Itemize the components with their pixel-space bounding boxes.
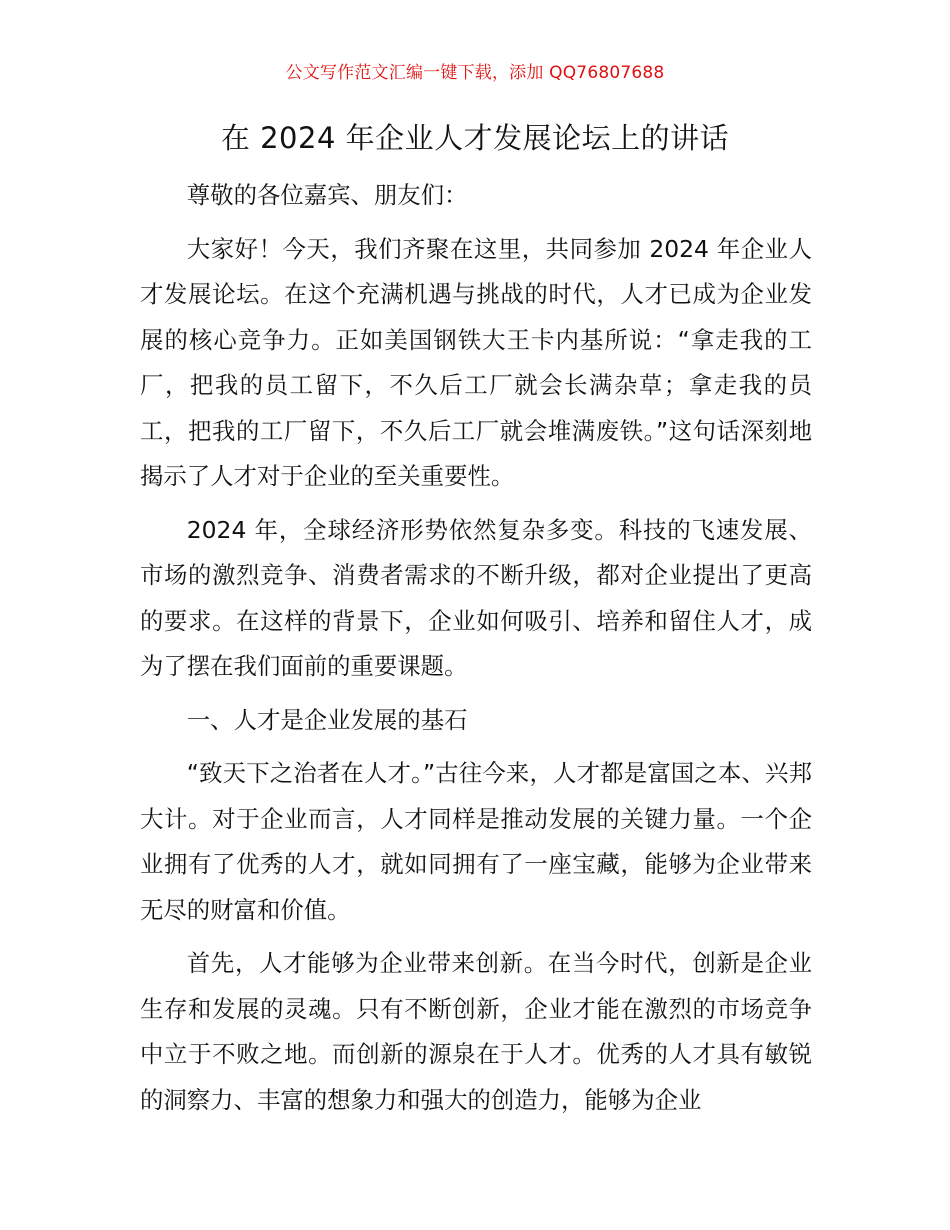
paragraph-opening: 大家好！今天，我们齐聚在这里，共同参加 2024 年企业人才发展论坛。在这个充满机遇与挑战的时代，人才已成为企业发展的核心竞争力。正如美国钢铁大王卡内基所说：“拿走我的工厂，把我的员工留下，不久后工厂就会长满杂草；拿走我的员工，把我的工厂留下，不久后工厂就会堆满废铁。”这句话深刻地揭示了人才对于企业的至关重要性。 [140,234,812,490]
document-title: 在 2024 年企业人才发展论坛上的讲话 [220,121,730,155]
section-heading-1: 一、人才是企业发展的基石 [186,705,468,734]
document-body [140,173,812,1131]
paragraph-innovation: 首先，人才能够为企业带来创新。在当今时代，创新是企业生存和发展的灵魂。只有不断创新，企业才能在激烈的市场竞争中立于不败之地。而创新的源泉在于人才。优秀的人才具有敏锐的洞察力、丰富的想象力和强大的创造力，能够为企业 [140,949,812,1114]
paragraph-background: 2024 年，全球经济形势依然复杂多变。科技的飞速发展、市场的激烈竞争、消费者需求的不断升级，都对企业提出了更高的要求。在这样的背景下，企业如何吸引、培养和留住人才，成为了摆在我们面前的重要课题。 [140,515,812,680]
salutation: 尊敬的各位嘉宾、朋友们： [186,181,468,209]
paragraph-talent-foundation: “致天下之治者在人才。”古往今来，人才都是富国之本、兴邦大计。对于企业而言，人才同样是推动发展的关键力量。一个企业拥有了优秀的人才，就如同拥有了一座宝藏，能够为企业带来无尽的财富和价值。 [140,759,812,924]
watermark-header: 公文写作范文汇编一键下载，添加 QQ76807688 [285,63,665,83]
